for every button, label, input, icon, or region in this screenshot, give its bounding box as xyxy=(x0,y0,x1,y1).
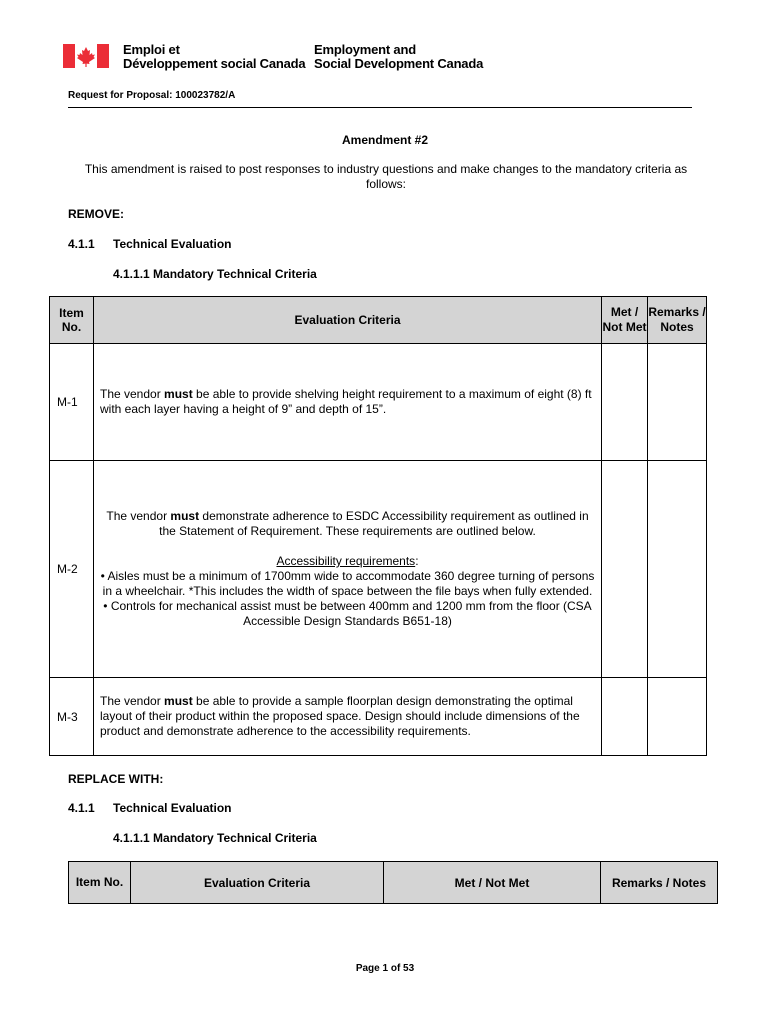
header-met-not-met xyxy=(384,862,601,904)
item-number: M-3 xyxy=(50,678,94,756)
criteria-text xyxy=(94,678,602,756)
amendment-intro: This amendment is raised to post responses to industry questions and make changes to the mandatory criteria as follows: xyxy=(84,162,688,191)
header-item-no xyxy=(69,862,131,904)
criteria-text xyxy=(94,461,602,678)
accessibility-heading: Accessibility requirements: xyxy=(276,554,419,568)
header-item-no xyxy=(50,297,94,344)
section-title: Technical Evaluation xyxy=(113,237,232,251)
table-row xyxy=(50,678,707,756)
header-evaluation-criteria-label: Evaluation Criteria xyxy=(294,313,401,327)
accessibility-title: Accessibility requirements xyxy=(276,554,416,568)
remarks-cell xyxy=(648,461,707,678)
met-cell xyxy=(602,678,648,756)
section-title-2: Technical Evaluation xyxy=(113,801,232,815)
m3-pre: The vendor xyxy=(100,694,165,708)
criteria-text xyxy=(94,344,602,461)
header-evaluation-criteria xyxy=(131,862,384,904)
m2-must: must xyxy=(170,509,200,523)
m2-pre: The vendor xyxy=(106,509,171,523)
criteria-m1 xyxy=(94,387,601,417)
subsection-title: 4.1.1.1 Mandatory Technical Criteria xyxy=(113,267,317,281)
criteria-m3 xyxy=(94,694,601,739)
m1-pre: The vendor xyxy=(100,387,165,401)
department-name-english xyxy=(314,43,483,71)
header2-met-label: Met / Not Met xyxy=(454,875,530,890)
table-row xyxy=(50,461,707,678)
section-number: 4.1.1 xyxy=(68,237,95,251)
remarks-cell xyxy=(648,344,707,461)
header-rule xyxy=(68,107,692,108)
criteria-m2 xyxy=(94,509,601,629)
accessibility-bullet-aisles: • Aisles must be a minimum of 1700mm wide to accommodate 360 degree turning of persons in a wheelchair. *This includes the width of space between the file bays when fully extended. xyxy=(100,569,595,598)
replace-label: REPLACE WITH: xyxy=(68,772,164,786)
header-remarks-notes xyxy=(601,862,718,904)
header-item-no-label: Item No. xyxy=(59,306,84,334)
m2-post: demonstrate adherence to ESDC Accessibility requirement as outlined in the Statement of Requirement. These requirements are outlined below. xyxy=(159,509,589,538)
item-number: M-1 xyxy=(50,344,94,461)
dept-fr-line2: Développement social Canada xyxy=(123,56,306,71)
page-number: Page 1 of 53 xyxy=(355,963,415,974)
met-cell xyxy=(602,344,648,461)
remarks-cell xyxy=(648,678,707,756)
header2-remarks-label: Remarks / Notes xyxy=(611,875,707,890)
criteria-table-remove xyxy=(49,296,707,756)
m3-must: must xyxy=(164,694,193,708)
met-cell xyxy=(602,461,648,678)
table-row xyxy=(50,344,707,461)
rfp-number: Request for Proposal: 100023782/A xyxy=(68,90,236,101)
header-remarks-notes xyxy=(648,297,707,344)
item-number: M-2 xyxy=(50,461,94,678)
accessibility-bullet-controls: • Controls for mechanical assist must be between 400mm and 1200 mm from the floor (CSA Accessible Design Standards B651-18) xyxy=(103,599,592,628)
remove-label: REMOVE: xyxy=(68,207,125,221)
criteria-table-replace xyxy=(68,861,718,904)
dept-en-line1: Employment and xyxy=(314,42,416,57)
header2-item-label: Item No. xyxy=(75,875,124,889)
amendment-title: Amendment #2 xyxy=(341,133,429,147)
department-name-french xyxy=(123,43,305,71)
header2-criteria-label: Evaluation Criteria xyxy=(203,875,311,890)
m1-post: be able to provide shelving height requirement to a maximum of eight (8) ft with each layer having a height of 9” and depth of 15”. xyxy=(100,387,592,416)
dept-en-line2: Social Development Canada xyxy=(314,56,484,71)
m1-must: must xyxy=(164,387,193,401)
canada-flag-logo xyxy=(63,44,109,68)
subsection-title-2: 4.1.1.1 Mandatory Technical Criteria xyxy=(113,831,317,845)
section-number-2: 4.1.1 xyxy=(68,801,95,815)
dept-fr-line1: Emploi et xyxy=(123,42,180,57)
header-evaluation-criteria xyxy=(94,297,602,344)
m3-post: be able to provide a sample floorplan design demonstrating the optimal layout of their product within the proposed space. Design should include dimensions of the product and demonstrate adherence to the accessibility requirements. xyxy=(100,694,580,738)
header-met-not-met xyxy=(602,297,648,344)
header-met-label: Met / Not Met xyxy=(602,305,647,334)
header-remarks-label: Remarks / Notes xyxy=(648,305,706,334)
